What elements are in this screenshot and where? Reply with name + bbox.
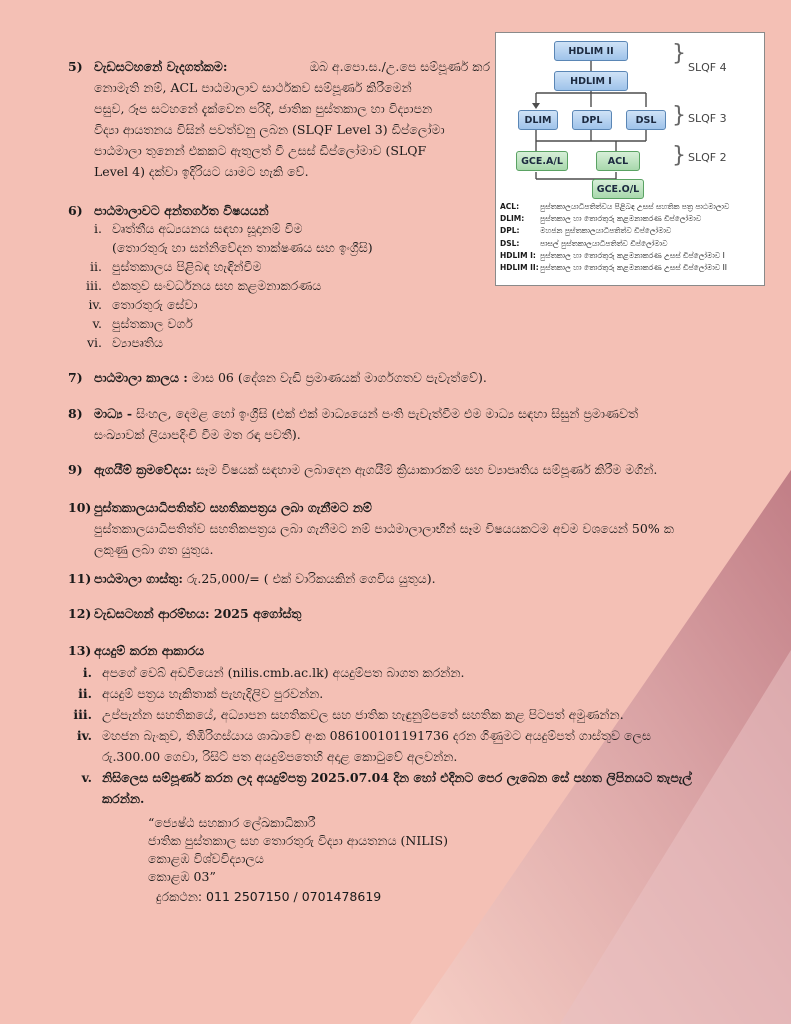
address-line: ජාතික පුස්තකාල සහ තොරතුරු විද්‍යා ආයතනය (NILIS) bbox=[148, 833, 448, 848]
section-5-body bbox=[94, 56, 490, 182]
list-item: vi. ව්‍යාපෘතිය bbox=[86, 335, 164, 350]
section-text-cont: ලකුණු ලබා ගත යුතුය. bbox=[94, 542, 214, 557]
section-9: 9) ඇගයීම් ක්‍රමවේදය: සෑම විෂයක් සඳහාම ලබාදෙන ඇගයීම් ක්‍රියාකාරකම් සහ ව්‍යාපෘතිය සම්පූර්ණ කිරීම මගින්. bbox=[68, 462, 658, 477]
list-item: iv. තොරතුරු සේවා bbox=[88, 297, 198, 312]
phone-line: දුරකථන: 011 2507150 / 0701478619 bbox=[156, 889, 382, 904]
section-13-list bbox=[70, 662, 730, 809]
section-text: මාස 06 (දේශන වැඩි ප්‍රමාණයක් මාර්ගගතව පැවැත්වේ). bbox=[187, 370, 487, 385]
body-line: විද්‍යා ආයතනය විසින් පවත්වනු ලබන (SLQF Level 3) ඩිප්ලෝමා bbox=[94, 122, 445, 137]
body-line: ඔබ අ.පො.ස./උ.පෙ සම්පූර්ණ කර bbox=[309, 59, 490, 74]
diagram-legend bbox=[500, 201, 762, 274]
list-item: ii. අයදුම් පත්‍රය හැකිතාක් පැහැදිලිව පුරවන්න. bbox=[78, 686, 324, 701]
legend-row: HDLIM II: පුස්තකාල හා තොරතුරු කළමනාකරණ උසස් ඩිප්ලෝමාව II bbox=[500, 263, 727, 273]
section-text: රු.25,000/= ( එක් වාරිකයකින් ගෙවිය යුතුය). bbox=[182, 571, 436, 586]
address-line: කොළඹ විශ්වවිද්‍යාලය bbox=[148, 851, 264, 866]
brace-slqf4: } bbox=[672, 41, 686, 66]
section-text: සෑම විෂයක් සඳහාම ලබාදෙන ඇගයීම් ක්‍රියාකාරකම් සහ ව්‍යාපෘතිය සම්පූර්ණ කිරීම මගින්. bbox=[191, 462, 658, 477]
section-text: සිංහල, දෙමළ හෝ ඉංග්‍රීසි (එක් එක් මාධ්‍යයෙන් පංති පැවැත්වීම එම මාධ්‍ය සඳහා සිසුන් ප්‍රමාණවත් bbox=[132, 406, 639, 421]
list-item: i. අපගේ වෙබ් අඩවියෙන් (nilis.cmb.ac.lk) අයදුම්පත බාගත කරන්න. bbox=[82, 665, 465, 680]
section-title: අයදුම් කරන ආකාරය bbox=[94, 643, 205, 658]
list-item: v. පුස්තකාල වර්ග bbox=[92, 316, 193, 331]
list-item: iii. උප්පැන්න සහතිකයේ, අධ්‍යාපන සහතිකවල සහ ජාතික හැඳුනුම්පතේ සහතික කළ පිටපත් අමුණන්න. bbox=[73, 707, 624, 722]
section-11: 11) පාඨමාලා ගාස්තු: රු.25,000/= ( එක් වාරිකයකින් ගෙවිය යුතුය). bbox=[68, 571, 436, 586]
section-title: වැඩසටහනේ වැදගත්කම: bbox=[94, 59, 228, 74]
section-6-list bbox=[80, 219, 500, 352]
gce-al-box: GCE.A/L bbox=[516, 151, 568, 171]
postal-address bbox=[148, 814, 448, 906]
list-item-cont: කරන්න. bbox=[102, 791, 145, 806]
section-13: 13) අයදුම් කරන ආකාරය bbox=[68, 640, 768, 661]
acl-box: ACL bbox=[596, 151, 640, 171]
legend-row: DPL: මහජන පුස්තකාලයාධිපතිත්ව ඩිප්ලෝමාව bbox=[500, 226, 672, 236]
list-item: iii. එකතුව සංවර්ධනය සහ කළමනාකරණය bbox=[86, 278, 322, 293]
slqf-pathway-diagram bbox=[495, 32, 765, 286]
list-item: i. වෘත්තීය අධ්‍යයනය සඳහා සූදානම් වීම bbox=[94, 221, 303, 236]
list-item: v. නිසිලෙස සම්පූර්ණ කරන ලද අයදුම්පත්‍ර 2025.07.04 දින හෝ එදිනට පෙර ලැබෙන සේ පහත ලිපිනයට තැපැල් bbox=[81, 770, 692, 785]
body-line: පසුව, රූප සටහනේ දැක්වෙන පරිදි, ජාතික පුස්තකාල හා විද්‍යාපන bbox=[94, 101, 433, 116]
level-label-slqf2: SLQF 2 bbox=[688, 151, 727, 164]
brace-slqf2: } bbox=[672, 143, 686, 168]
brace-slqf3: } bbox=[672, 103, 686, 128]
section-title: මාධ්‍ය - bbox=[94, 406, 133, 421]
dsl-box: DSL bbox=[626, 110, 666, 130]
section-text: පුස්තකාලයාධිපතිත්ව සහතිකපත්‍රය ලබා ගැනීමට නම් පාඨමාලාලාභීන් සෑම විෂයයකටම අවම වශයෙන් 50% ක bbox=[94, 521, 674, 536]
dpl-box: DPL bbox=[572, 110, 612, 130]
hdlim-i-box: HDLIM I bbox=[554, 71, 628, 91]
legend-row: ACL: පුස්තකාලයාධිපතිත්වය පිළිබඳ උසස් සහතික පත්‍ර පාඨමාලාව bbox=[500, 202, 730, 211]
list-item: (තොරතුරු හා සන්නිවේදන තාක්ෂණය සහ ඉංග්‍රීසි) bbox=[112, 240, 373, 255]
section-6 bbox=[68, 200, 488, 221]
section-title: පාඨමාලා කාලය : bbox=[94, 370, 188, 385]
section-12: 12) වැඩසටහන් ආරම්භය: 2025 අගෝස්තු bbox=[68, 606, 302, 621]
address-line: “ජ්‍යෙෂ්ඨ සහකාර ලේඛකාධිකාරී bbox=[148, 815, 316, 830]
legend-row: DLIM: පුස්තකාල හා තොරතුරු කළමනාකරණ ඩිප්ලෝමාව bbox=[500, 214, 702, 224]
legend-row: HDLIM I: පුස්තකාල හා තොරතුරු කළමනාකරණ උසස් ඩිප්ලෝමාව I bbox=[500, 250, 725, 260]
section-number: 5) bbox=[68, 59, 83, 74]
list-item-cont: රු.300.00 ගෙවා, රිසිට් පත අයදුම්පතෙහි අදාළ කොටුවේ අලවන්න. bbox=[102, 749, 458, 764]
body-line: Level 4) දක්වා ඉදිරියට යාමට හැකි වේ. bbox=[94, 164, 309, 179]
list-item: ii. පුස්තකාලය පිළිබඳ හැඳින්වීම bbox=[90, 259, 262, 274]
gce-ol-box: GCE.O/L bbox=[592, 179, 644, 199]
body-line: පාඨමාලා තුනෙන් එකකට ඇතුලත් වී උසස් ඩිප්ලෝමාව (SLQF bbox=[94, 143, 427, 158]
dlim-box: DLIM bbox=[518, 110, 558, 130]
legend-row: DSL: පාසල් පුස්තකාලයාධිපතිත්ව ඩිප්ලෝමාව bbox=[500, 238, 668, 248]
section-text: 2025 අගෝස්තු bbox=[209, 606, 302, 621]
body-line: නොමැති නම්, ACL පාඨමාලාව සාර්ථකව සම්පූර්ණ කිරීමෙන් bbox=[94, 80, 412, 95]
section-8: 8) මාධ්‍ය - සිංහල, දෙමළ හෝ ඉංග්‍රීසි (එක් එක් මාධ්‍යයෙන් පංති පැවැත්වීම එම මාධ්‍ය සඳහා සිසුන් ප්‍රමාණවත් සංඛ්‍යාවක් ලියාපදිංචි වීම මත රඳා පවතී). bbox=[68, 403, 768, 445]
level-label-slqf4: SLQF 4 bbox=[688, 61, 727, 74]
section-title: පුස්තකාලයාධිපතිත්ව සහතිකපත්‍රය ලබා ගැනීමට නම් bbox=[94, 500, 372, 515]
section-title: පාඨමාලා ගාස්තු: bbox=[94, 571, 183, 586]
list-item: iv. මහජන බැංකුව, තිඹිරිගස්යාය ශාඛාවේ අංක 086100101191736 දරන ගිණුමට අයදුම්පත් ගාස්තුව ලෙස bbox=[76, 728, 652, 743]
hdlim-ii-box: HDLIM II bbox=[554, 41, 628, 61]
section-title: ඇගයීම් ක්‍රමවේදය: bbox=[94, 462, 192, 477]
section-number: 6) bbox=[68, 203, 83, 218]
section-7: 7) පාඨමාලා කාලය : මාස 06 (දේශන වැඩි ප්‍රමාණයක් මාර්ගගතව පැවැත්වේ). bbox=[68, 370, 487, 385]
section-title: වැඩසටහන් ආරම්භය: bbox=[94, 606, 210, 621]
section-10: 10) පුස්තකාලයාධිපතිත්ව සහතිකපත්‍රය ලබා ගැනීමට නම් පුස්තකාලයාධිපතිත්ව සහතිකපත්‍රය ලබා ගැනීමට නම් පාඨමාලාලාභීන් සෑම විෂයයකටම අවම වශයෙන් 50% ක ලකුණු ලබා ගත යුතුය. bbox=[68, 497, 768, 560]
level-label-slqf3: SLQF 3 bbox=[688, 112, 727, 125]
section-text-cont: සංඛ්‍යාවක් ලියාපදිංචි වීම මත රඳා පවතී). bbox=[94, 427, 301, 442]
address-line: කොළඹ 03” bbox=[148, 869, 216, 884]
section-title: පාඨමාලාවට අන්තර්ගත විෂයයන් bbox=[94, 203, 269, 218]
